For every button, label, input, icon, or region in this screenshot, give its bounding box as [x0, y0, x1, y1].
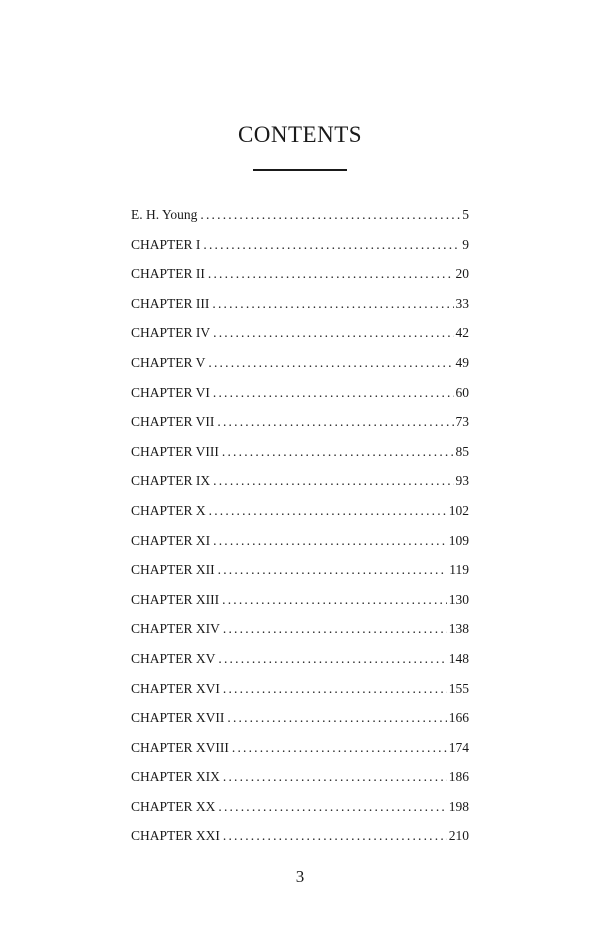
toc-entry-label: CHAPTER XX [131, 798, 216, 814]
toc-dot-leader [213, 383, 454, 403]
toc-entry-chapter-21[interactable] [131, 826, 469, 856]
toc-entry-label: CHAPTER XV [131, 650, 216, 666]
toc-entry-page: 138 [448, 621, 469, 637]
toc-entry-label: CHAPTER V [131, 354, 206, 370]
page-title: CONTENTS [237, 122, 363, 147]
toc-entry-chapter-20[interactable] [131, 797, 469, 827]
toc-entry-chapter-9[interactable] [131, 471, 469, 501]
toc-dot-leader [203, 235, 460, 255]
toc-entry-label: CHAPTER XI [131, 532, 211, 548]
toc-entry-page: 186 [448, 769, 469, 785]
toc-entry-page: 148 [448, 650, 469, 666]
toc-entry-chapter-2[interactable] [131, 264, 469, 294]
toc-entry-label: E. H. Young [131, 207, 198, 222]
toc-dot-leader [209, 501, 447, 521]
toc-dot-leader [223, 679, 447, 699]
toc-entry-chapter-10[interactable] [131, 501, 469, 531]
toc-dot-leader [208, 353, 453, 373]
toc-entry-page: 42 [455, 325, 469, 341]
toc-entry-label: CHAPTER XVI [131, 680, 220, 696]
toc-entry-chapter-8[interactable] [131, 442, 469, 472]
toc-entry-chapter-3[interactable] [131, 294, 469, 324]
toc-entry-chapter-1[interactable] [131, 235, 469, 265]
toc-entry-label: CHAPTER IX [131, 473, 211, 489]
toc-entry-label: CHAPTER XVIII [131, 739, 229, 755]
toc-entry-label: CHAPTER XIV [131, 621, 220, 637]
toc-entry-chapter-16[interactable] [131, 679, 469, 709]
toc-entry-chapter-4[interactable] [131, 323, 469, 353]
page-number: 3 [295, 867, 305, 886]
toc-entry-chapter-17[interactable] [131, 708, 469, 738]
toc-entry-chapter-11[interactable] [131, 531, 469, 561]
toc-entry-chapter-13[interactable] [131, 590, 469, 620]
toc-dot-leader [218, 560, 448, 580]
toc-dot-leader [222, 442, 454, 462]
toc-dot-leader [213, 531, 447, 551]
toc-entry-page: 60 [455, 384, 469, 400]
toc-entry-chapter-19[interactable] [131, 767, 469, 797]
toc-entry-label: CHAPTER XVII [131, 710, 225, 726]
toc-entry-page: 20 [455, 266, 469, 282]
toc-entry-page: 210 [448, 828, 469, 844]
toc-entry-page: 85 [455, 443, 469, 459]
toc-entry-page: 174 [448, 739, 469, 755]
toc-dot-leader [217, 412, 453, 432]
toc-entry-label: CHAPTER VII [131, 414, 215, 430]
toc-entry-chapter-7[interactable] [131, 412, 469, 442]
toc-entry-page: 155 [448, 680, 469, 696]
toc-dot-leader [223, 767, 447, 787]
toc-dot-leader [227, 708, 446, 728]
toc-dot-leader [212, 294, 453, 314]
toc-entry-label: CHAPTER X [131, 502, 206, 518]
toc-entry-label: CHAPTER III [131, 295, 210, 311]
toc-dot-leader [218, 649, 446, 669]
toc-dot-leader [213, 323, 453, 343]
toc-entry-chapter-15[interactable] [131, 649, 469, 679]
toc-entry-chapter-14[interactable] [131, 619, 469, 649]
toc-dot-leader [218, 797, 446, 817]
toc-entry-label: CHAPTER VIII [131, 443, 219, 459]
toc-dot-leader [222, 590, 447, 610]
toc-dot-leader [208, 264, 454, 284]
title-divider [253, 169, 347, 171]
toc-entry-label: CHAPTER II [131, 266, 205, 282]
toc-dot-leader [232, 738, 447, 758]
toc-entry-label: CHAPTER XII [131, 562, 215, 578]
toc-entry-page: 9 [462, 236, 469, 252]
toc-entry-page: 73 [455, 414, 469, 430]
toc-entry-page: 166 [448, 710, 469, 726]
toc-entry-page: 109 [448, 532, 469, 548]
toc-entry-label: CHAPTER XIII [131, 591, 220, 607]
toc-entry-page: 198 [448, 798, 469, 814]
toc-entry-page: 130 [448, 591, 469, 607]
toc-entry-chapter-12[interactable] [131, 560, 469, 590]
toc-entry-label: CHAPTER VI [131, 384, 210, 400]
toc-entry-chapter-6[interactable] [131, 383, 469, 413]
toc-entry-page: 33 [455, 295, 469, 311]
toc-dot-leader [223, 619, 447, 639]
toc-entry-page: 93 [455, 473, 469, 489]
toc-entry-page: 5 [462, 207, 469, 222]
toc-entry-page: 119 [449, 562, 469, 578]
toc-entry-label: CHAPTER I [131, 236, 201, 252]
toc-dot-leader [223, 826, 447, 846]
toc-entry-label: CHAPTER XIX [131, 769, 220, 785]
toc-entry-e-h-young[interactable] [131, 205, 469, 235]
toc-entry-label: CHAPTER XXI [131, 828, 220, 844]
toc-entry-label: CHAPTER IV [131, 325, 211, 341]
toc-entry-chapter-5[interactable] [131, 353, 469, 383]
toc-dot-leader [200, 205, 460, 225]
toc-dot-leader [213, 471, 453, 491]
table-of-contents [131, 205, 469, 856]
toc-entry-chapter-18[interactable] [131, 738, 469, 768]
toc-entry-page: 102 [448, 502, 469, 518]
toc-entry-page: 49 [455, 354, 469, 370]
